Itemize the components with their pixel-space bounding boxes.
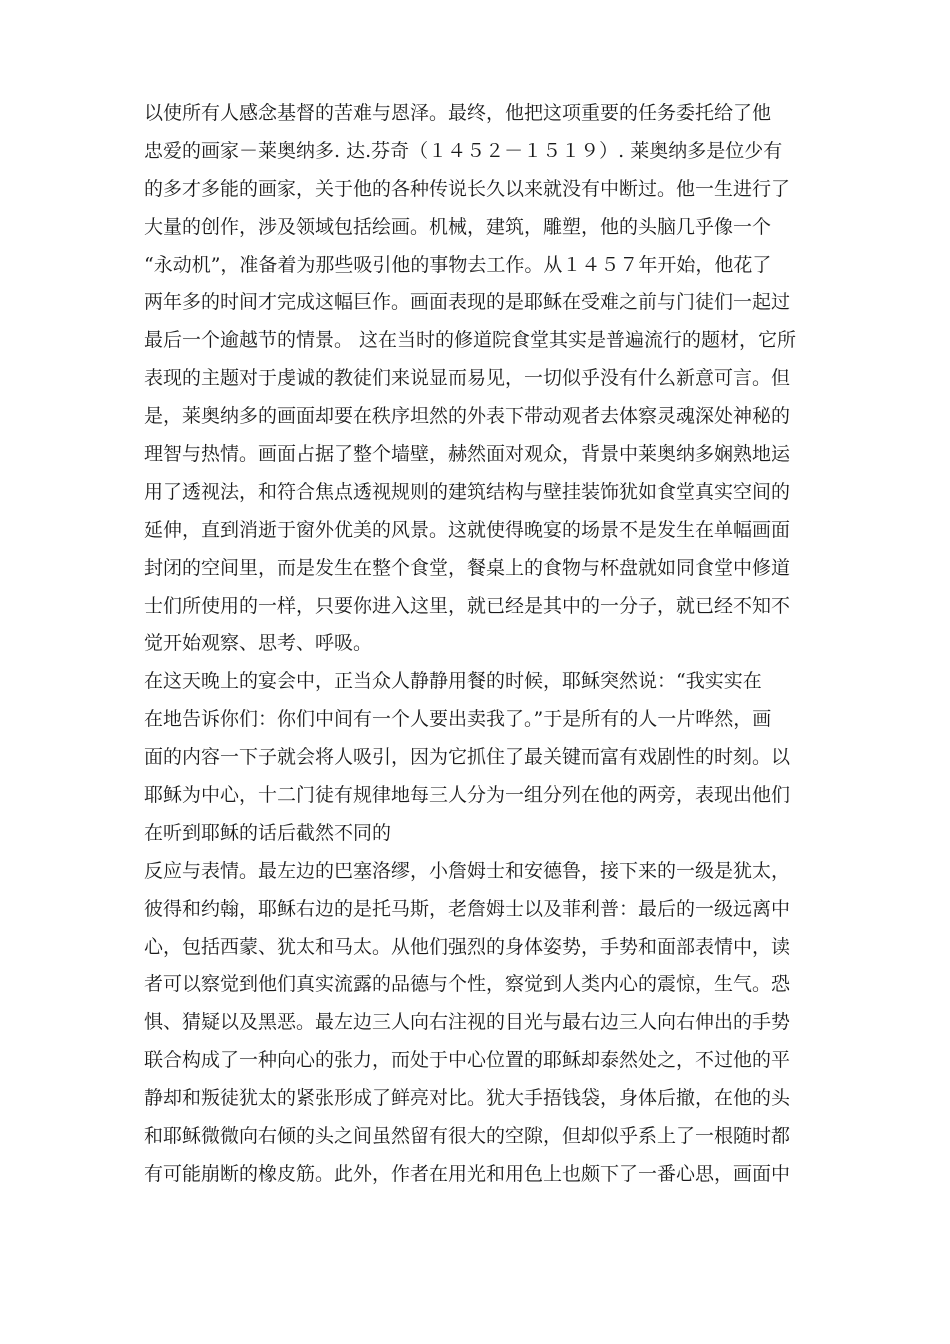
text-line: 者可以察觉到他们真实流露的品德与个性，察觉到人类内心的震惊，生气。恐 bbox=[144, 973, 791, 996]
text-line: 表现的主题对于虔诚的教徒们来说显而易见，一切似乎没有什么新意可言。但 bbox=[144, 367, 791, 390]
text-line: 心，包括西蒙、犹太和马太。从他们强烈的身体姿势，手势和面部表情中，读 bbox=[144, 935, 791, 958]
text-line: 惧、猜疑以及黑恶。最左边三人向右注视的目光与最右边三人向右伸出的手势 bbox=[144, 1011, 791, 1034]
text-line: 在地告诉你们：你们中间有一个人要出卖我了。”于是所有的人一片哗然，画 bbox=[144, 708, 772, 731]
text-line: 有可能崩断的橡皮筋。此外，作者在用光和用色上也颇下了一番心思，画面中 bbox=[144, 1162, 791, 1185]
text-line: 理智与热情。画面占据了整个墙壁，赫然面对观众，背景中莱奥纳多娴熟地运 bbox=[144, 443, 791, 466]
text-line: 彼得和约翰，耶稣右边的是托马斯，老詹姆士以及菲利普：最后的一级远离中 bbox=[144, 897, 791, 920]
text-line: 在这天晚上的宴会中，正当众人静静用餐的时候，耶稣突然说：“我实实在 bbox=[144, 670, 762, 693]
text-line: 两年多的时间才完成这幅巨作。画面表现的是耶稣在受难之前与门徒们一起过 bbox=[144, 291, 791, 314]
text-line: 封闭的空间里，而是发生在整个食堂，餐桌上的食物与杯盘就如同食堂中修道 bbox=[144, 556, 791, 579]
text-line: 静却和叛徒犹太的紧张形成了鲜亮对比。犹大手捂钱袋，身体后撤，在他的头 bbox=[144, 1087, 791, 1110]
text-line: 的多才多能的画家，关于他的各种传说长久以来就没有中断过。他一生进行了 bbox=[144, 177, 791, 200]
text-line: 耶稣为中心，十二门徒有规律地每三人分为一组分列在他的两旁，表现出他们 bbox=[144, 784, 791, 807]
text-line: 觉开始观察、思考、呼吸。 bbox=[144, 632, 373, 655]
body-text bbox=[144, 95, 809, 1194]
text-line: 反应与表情。最左边的巴塞洛缪，小詹姆士和安德鲁，接下来的一级是犹太， bbox=[144, 859, 791, 882]
text-line: 大量的创作，涉及领域包括绘画。机械，建筑，雕塑，他的头脑几乎像一个 bbox=[144, 215, 772, 238]
text-line: 是，莱奥纳多的画面却要在秩序坦然的外表下带动观者去体察灵魂深处神秘的 bbox=[144, 405, 791, 428]
text-line: 最后一个逾越节的情景。 这在当时的修道院食堂其实是普遍流行的题材，它所 bbox=[144, 329, 797, 352]
text-line: 在听到耶稣的话后截然不同的 bbox=[144, 821, 392, 844]
text-line: 用了透视法，和符合焦点透视规则的建筑结构与壁挂装饰犹如食堂真实空间的 bbox=[144, 480, 791, 503]
text-line: 联合构成了一种向心的张力，而处于中心位置的耶稣却泰然处之，不过他的平 bbox=[144, 1049, 791, 1072]
text-line: 忠爱的画家－莱奥纳多. 达.芬奇（１４５２－１５１９）. 莱奥纳多是位少有 bbox=[144, 139, 783, 162]
text-line: “永动机”，准备着为那些吸引他的事物去工作。从１４５７年开始，他花了 bbox=[144, 253, 772, 276]
text-line: 以使所有人感念基督的苦难与恩泽。最终，他把这项重要的任务委托给了他 bbox=[144, 102, 772, 124]
text-line: 面的内容一下子就会将人吸引，因为它抓住了最关键而富有戏剧性的时刻。以 bbox=[144, 746, 791, 769]
text-line: 延伸，直到消逝于窗外优美的风景。这就使得晚宴的场景不是发生在单幅画面 bbox=[144, 518, 791, 541]
text-line: 士们所使用的一样，只要你进入这里，就已经是其中的一分子，就已经不知不 bbox=[144, 594, 791, 617]
text-line: 和耶稣微微向右倾的头之间虽然留有很大的空隙，但却似乎系上了一根随时都 bbox=[144, 1125, 791, 1148]
